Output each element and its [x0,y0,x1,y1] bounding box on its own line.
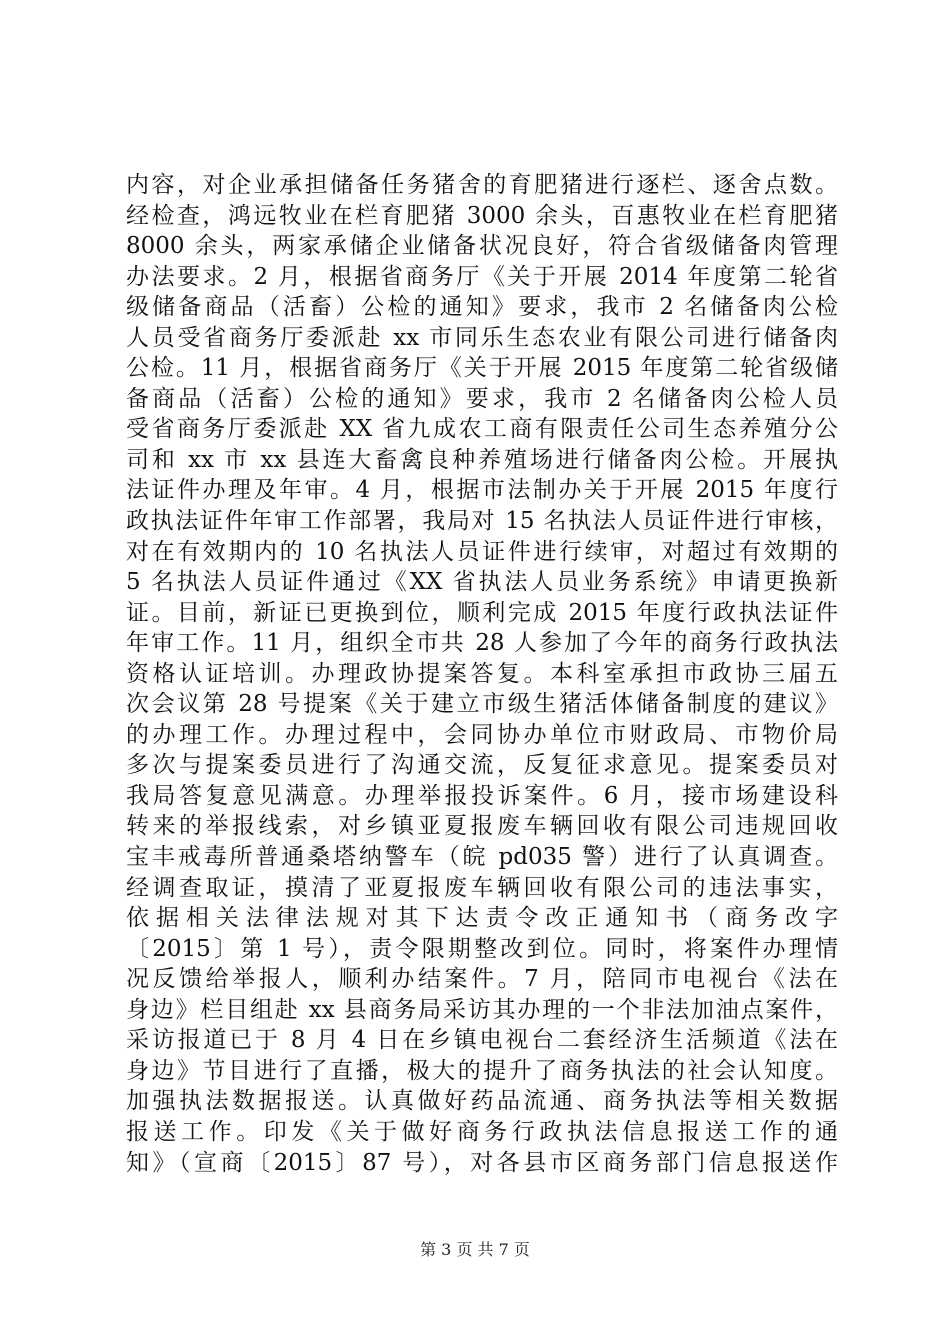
text-line: 身边》栏目组赴 xx 县商务局采访其办理的一个非法加油点案件， [126,996,838,1023]
text-line: 受省商务厅委派赴 XX 省九成农工商有限责任公司生态养殖分公 [126,416,838,443]
text-line: 司和 xx 市 xx 县连大畜禽良种养殖场进行储备肉公检。开展执 [126,446,838,473]
text-line: 依据相关法律法规对其下达责令改正通知书（商务改字 [126,905,838,932]
text-line: 加强执法数据报送。认真做好药品流通、商务执法等相关数据 [126,1088,838,1115]
text-line: 法证件办理及年审。4 月，根据市法制办关于开展 2015 年度行 [126,477,838,504]
text-line: 证。目前，新证已更换到位，顺利完成 2015 年度行政执法证件 [126,599,838,626]
text-line: 转来的举报线索，对乡镇亚夏报废车辆回收有限公司违规回收 [126,813,838,840]
text-line: 内容，对企业承担储备任务猪舍的育肥猪进行逐栏、逐舍点数。 [126,172,838,198]
text-line: 次会议第 28 号提案《关于建立市级生猪活体储备制度的建议》 [126,691,838,718]
text-line: 知》（宣商〔2015〕87 号），对各县市区商务部门信息报送作 [126,1149,838,1176]
text-line: 经调查取证，摸清了亚夏报废车辆回收有限公司的违法事实， [126,874,838,901]
text-line: 级储备商品（活畜）公检的通知》要求，我市 2 名储备肉公检 [126,294,838,321]
text-line: 的办理工作。办理过程中，会同协办单位市财政局、市物价局 [126,721,838,748]
text-line: 况反馈给举报人，顺利办结案件。7 月，陪同市电视台《法在 [126,966,838,993]
text-line: 备商品（活畜）公检的通知》要求，我市 2 名储备肉公检人员 [126,385,838,412]
text-line: 对在有效期内的 10 名执法人员证件进行续审，对超过有效期的 [126,538,838,565]
text-line: 政执法证件年审工作部署，我局对 15 名执法人员证件进行审核， [126,508,838,535]
text-line: 5 名执法人员证件通过《XX 省执法人员业务系统》申请更换新 [126,569,838,596]
text-line: 办法要求。2 月，根据省商务厅《关于开展 2014 年度第二轮省 [126,263,838,290]
text-line: 多次与提案委员进行了沟通交流，反复征求意见。提案委员对 [126,752,838,779]
body-text [126,170,838,1178]
text-line: 身边》节目进行了直播，极大的提升了商务执法的社会认知度。 [126,1057,838,1084]
text-line: 我局答复意见满意。办理举报投诉案件。6 月，接市场建设科 [126,782,838,809]
text-line: 宝丰戒毒所普通桑塔纳警车（皖 pd035 警）进行了认真调查。 [126,844,838,871]
text-line: 年审工作。11 月，组织全市共 28 人参加了今年的商务行政执法 [126,630,838,657]
text-line: 资格认证培训。办理政协提案答复。本科室承担市政协三届五 [126,660,838,687]
page-number-footer: 第 3 页 共 7 页 [420,1240,530,1259]
text-line: 经检查，鸿远牧业在栏育肥猪 3000 余头，百惠牧业在栏育肥猪 [126,202,838,229]
text-line: 采访报道已于 8 月 4 日在乡镇电视台二套经济生活频道《法在 [126,1027,838,1054]
text-line: 报送工作。印发《关于做好商务行政执法信息报送工作的通 [126,1118,838,1145]
text-line: 8000 余头，两家承储企业储备状况良好，符合省级储备肉管理 [126,233,838,260]
text-line: 人员受省商务厅委派赴 xx 市同乐生态农业有限公司进行储备肉 [126,324,838,351]
text-line: 〔2015〕第 1 号），责令限期整改到位。同时，将案件办理情 [126,935,838,962]
text-line: 公检。11 月，根据省商务厅《关于开展 2015 年度第二轮省级储 [126,355,838,382]
